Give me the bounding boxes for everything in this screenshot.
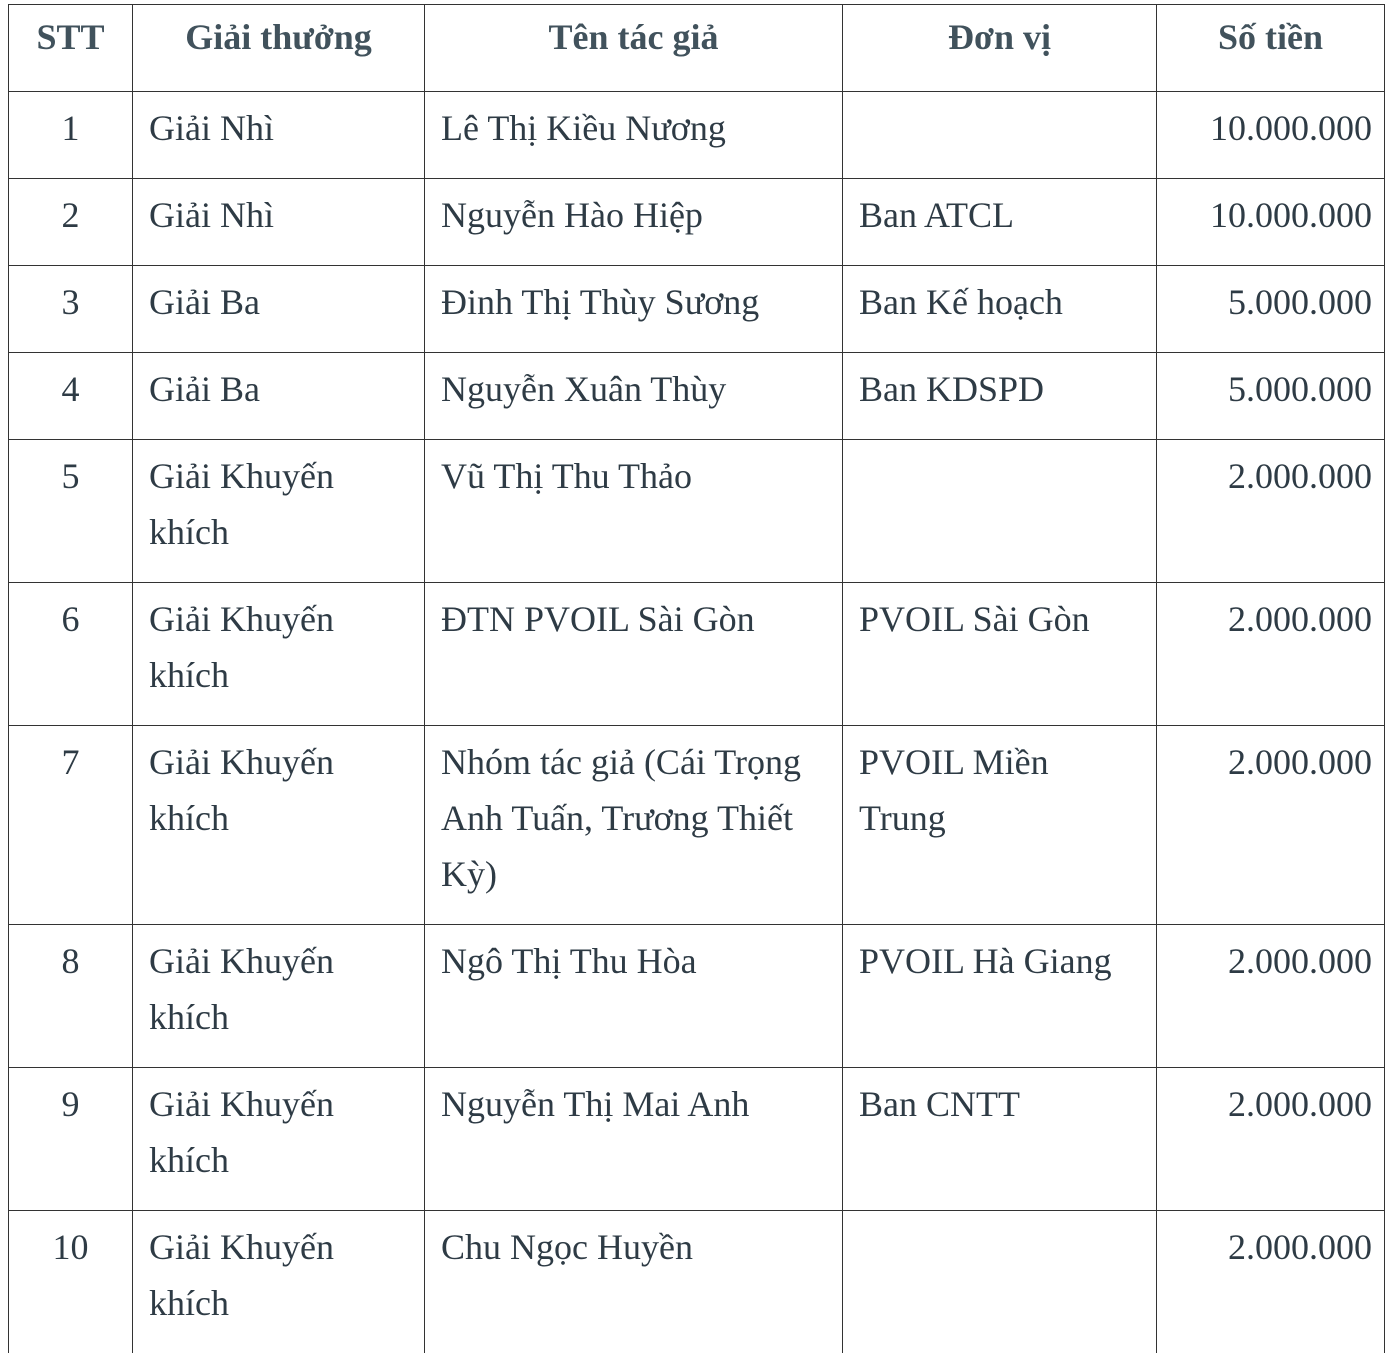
header-award: Giải thưởng — [133, 5, 425, 92]
header-stt: STT — [9, 5, 133, 92]
cell-amount: 2.000.000 — [1157, 726, 1385, 925]
awards-table — [8, 4, 1385, 1353]
cell-award: Giải Khuyến khích — [133, 440, 425, 583]
cell-unit — [843, 1211, 1157, 1353]
cell-unit: Ban CNTT — [843, 1068, 1157, 1211]
cell-award: Giải Nhì — [133, 179, 425, 266]
table-row — [9, 1211, 1385, 1353]
cell-author: Chu Ngọc Huyền — [425, 1211, 843, 1353]
cell-amount: 2.000.000 — [1157, 925, 1385, 1068]
cell-author: Nhóm tác giả (Cái Trọng Anh Tuấn, Trương Thiết Kỳ) — [425, 726, 843, 925]
table-row — [9, 583, 1385, 726]
cell-award: Giải Khuyến khích — [133, 1211, 425, 1353]
cell-unit: Ban KDSPD — [843, 353, 1157, 440]
cell-stt: 9 — [9, 1068, 133, 1211]
cell-award: Giải Khuyến khích — [133, 1068, 425, 1211]
header-author: Tên tác giả — [425, 5, 843, 92]
cell-author: Lê Thị Kiều Nương — [425, 92, 843, 179]
cell-stt: 10 — [9, 1211, 133, 1353]
table-row — [9, 440, 1385, 583]
cell-award: Giải Ba — [133, 353, 425, 440]
cell-amount: 5.000.000 — [1157, 353, 1385, 440]
cell-unit: Ban ATCL — [843, 179, 1157, 266]
cell-award: Giải Khuyến khích — [133, 925, 425, 1068]
table-row — [9, 92, 1385, 179]
table-row — [9, 266, 1385, 353]
cell-unit — [843, 92, 1157, 179]
cell-author: Nguyễn Xuân Thùy — [425, 353, 843, 440]
cell-author: Nguyễn Hào Hiệp — [425, 179, 843, 266]
cell-author: ĐTN PVOIL Sài Gòn — [425, 583, 843, 726]
cell-unit: PVOIL Sài Gòn — [843, 583, 1157, 726]
cell-stt: 2 — [9, 179, 133, 266]
cell-amount: 2.000.000 — [1157, 440, 1385, 583]
table-row — [9, 353, 1385, 440]
table-row — [9, 925, 1385, 1068]
header-row — [9, 5, 1385, 92]
cell-amount: 2.000.000 — [1157, 583, 1385, 726]
cell-author: Ngô Thị Thu Hòa — [425, 925, 843, 1068]
cell-award: Giải Khuyến khích — [133, 583, 425, 726]
cell-amount: 10.000.000 — [1157, 179, 1385, 266]
cell-unit: PVOIL Hà Giang — [843, 925, 1157, 1068]
cell-stt: 5 — [9, 440, 133, 583]
cell-stt: 8 — [9, 925, 133, 1068]
cell-amount: 10.000.000 — [1157, 92, 1385, 179]
cell-amount: 5.000.000 — [1157, 266, 1385, 353]
cell-unit — [843, 440, 1157, 583]
cell-author: Nguyễn Thị Mai Anh — [425, 1068, 843, 1211]
cell-author: Đinh Thị Thùy Sương — [425, 266, 843, 353]
cell-stt: 1 — [9, 92, 133, 179]
cell-stt: 7 — [9, 726, 133, 925]
cell-author: Vũ Thị Thu Thảo — [425, 440, 843, 583]
cell-unit: PVOIL Miền Trung — [843, 726, 1157, 925]
cell-amount: 2.000.000 — [1157, 1068, 1385, 1211]
table-row — [9, 1068, 1385, 1211]
cell-amount: 2.000.000 — [1157, 1211, 1385, 1353]
table-row — [9, 179, 1385, 266]
header-amount: Số tiền — [1157, 5, 1385, 92]
cell-stt: 3 — [9, 266, 133, 353]
cell-award: Giải Ba — [133, 266, 425, 353]
table-row — [9, 726, 1385, 925]
cell-stt: 4 — [9, 353, 133, 440]
cell-stt: 6 — [9, 583, 133, 726]
cell-unit: Ban Kế hoạch — [843, 266, 1157, 353]
cell-award: Giải Khuyến khích — [133, 726, 425, 925]
header-unit: Đơn vị — [843, 5, 1157, 92]
cell-award: Giải Nhì — [133, 92, 425, 179]
